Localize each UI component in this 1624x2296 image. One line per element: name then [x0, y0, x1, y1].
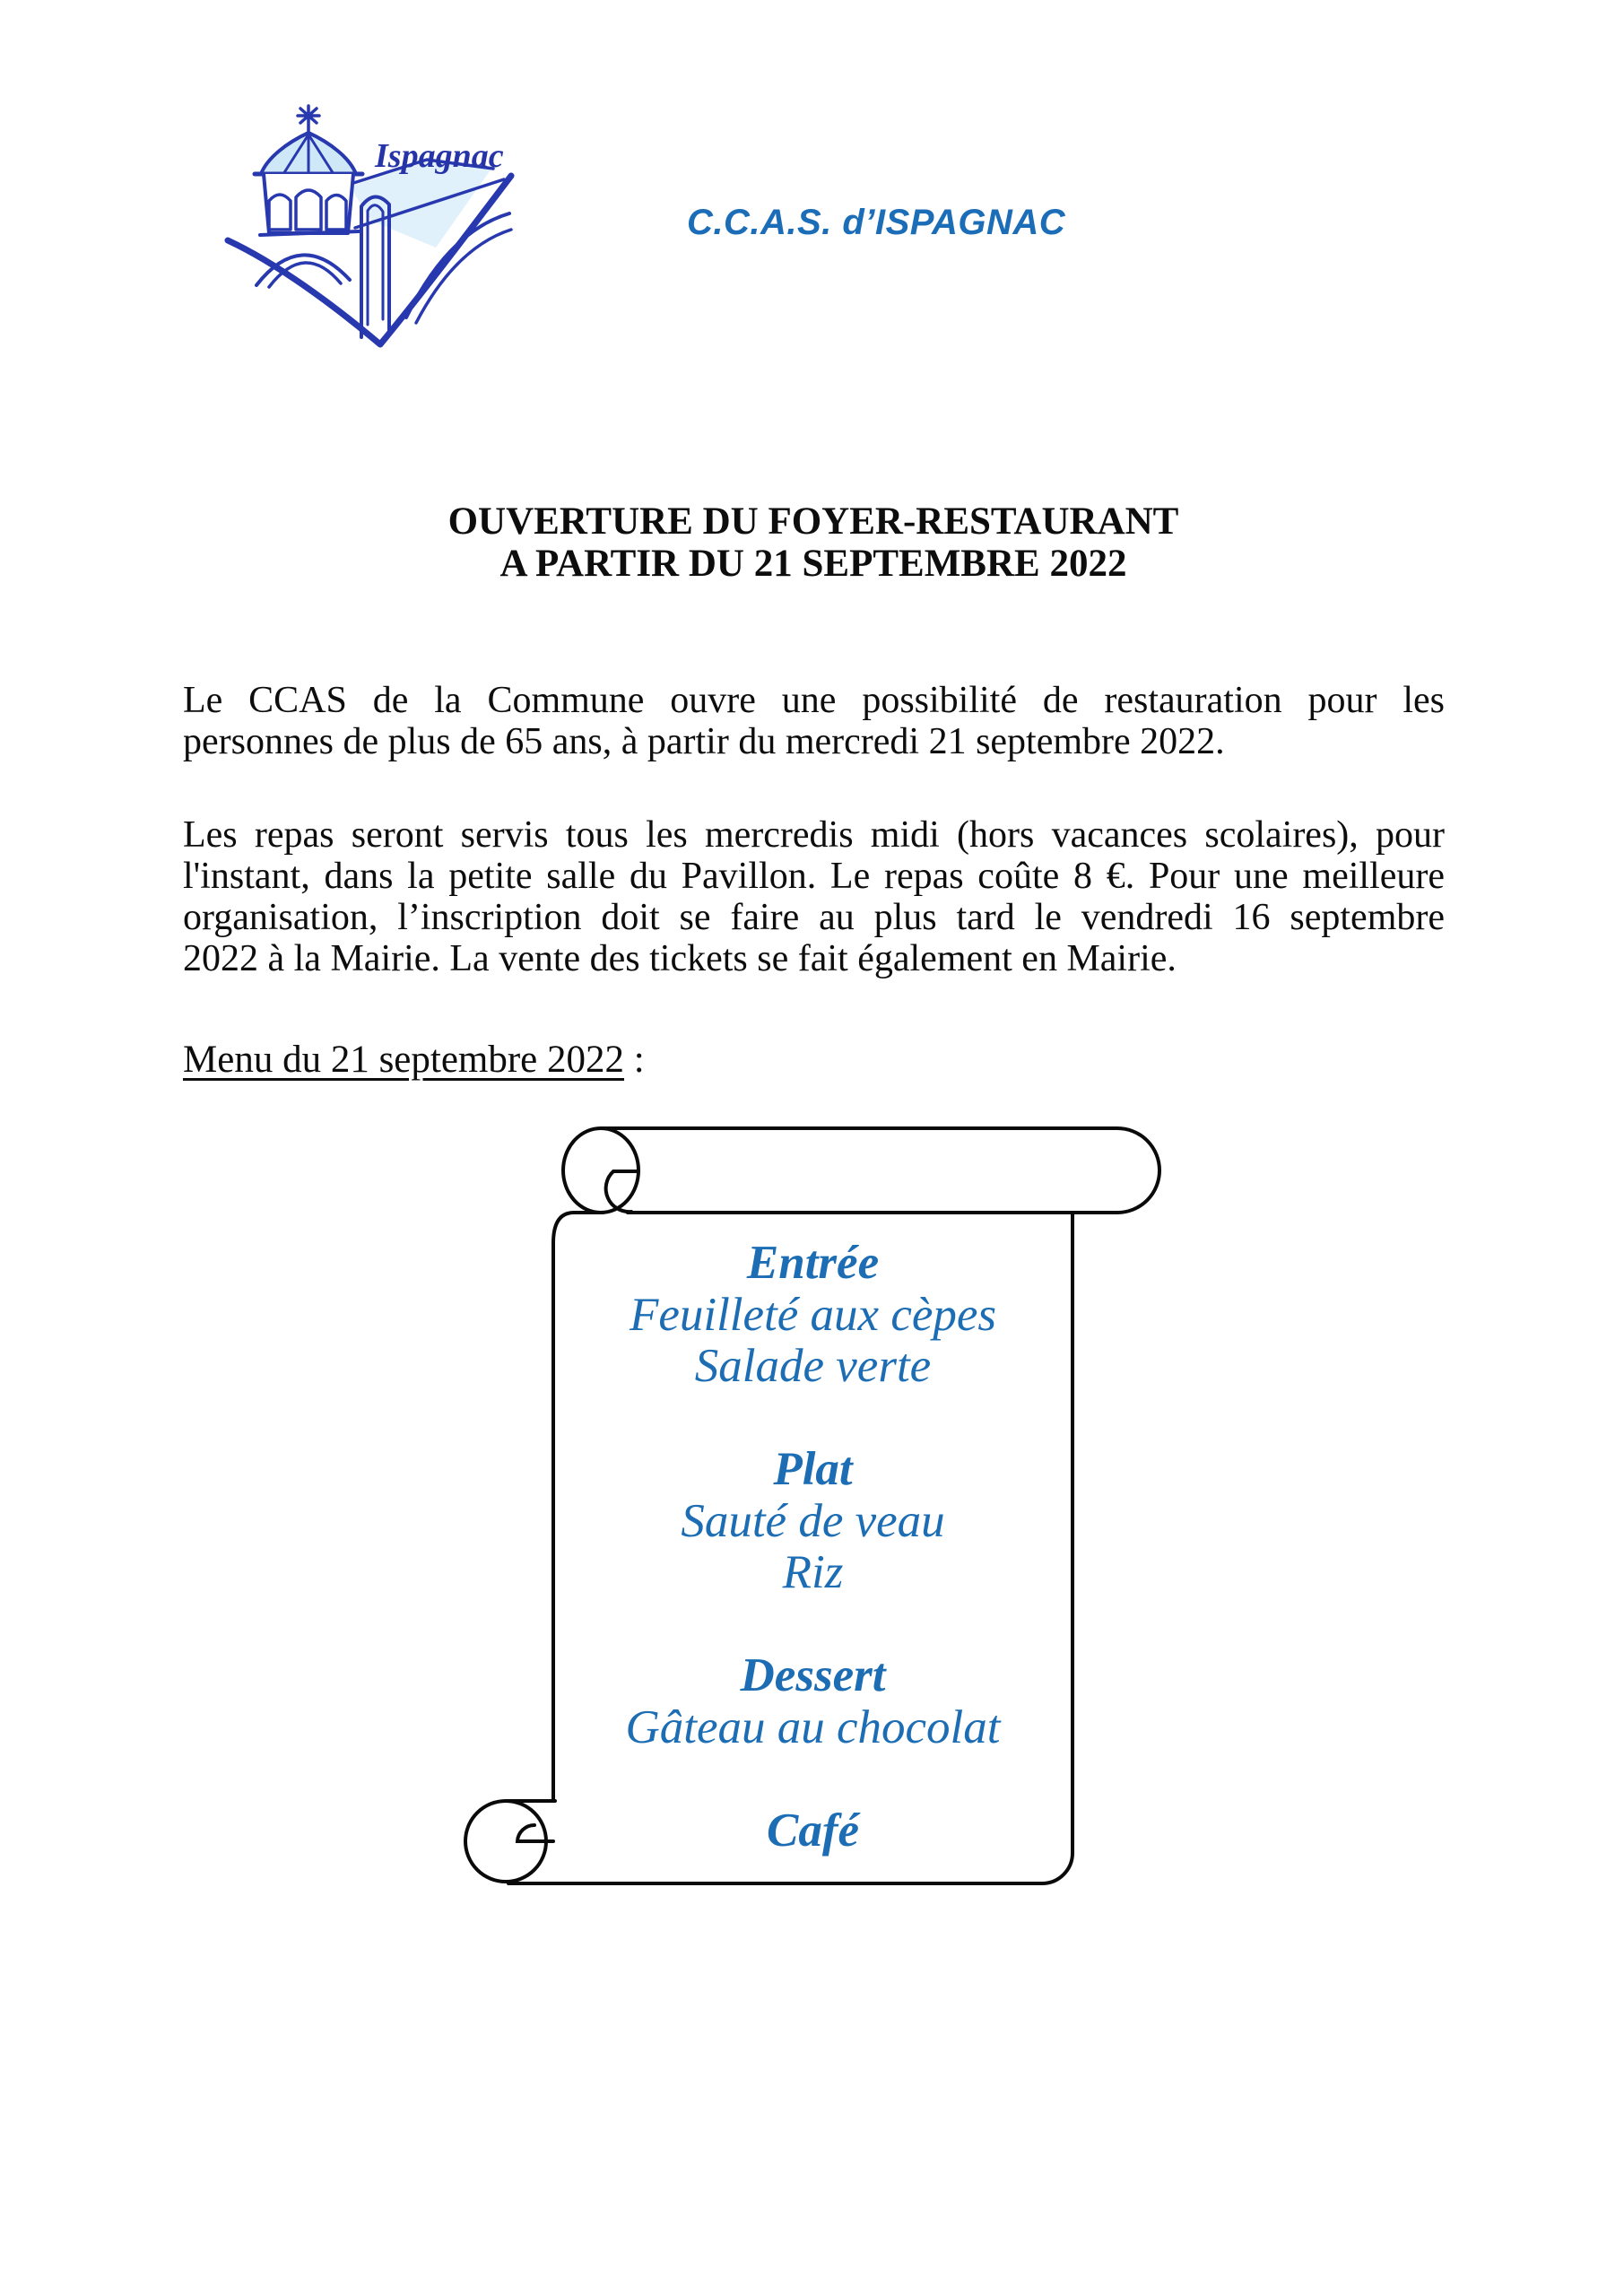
menu-intro-label: Menu du 21 septembre 2022: [183, 1039, 625, 1081]
menu-blank-line: [553, 1393, 1073, 1445]
menu-intro: [183, 1038, 645, 1082]
document-heading: [182, 500, 1445, 585]
menu-line: Salade verte: [694, 1340, 932, 1392]
menu-line: Sauté de veau: [681, 1494, 945, 1547]
logo-wordmark: Ispagnac: [375, 137, 504, 175]
ispagnac-logo: [222, 97, 524, 371]
menu-line: Feuilleté aux cèpes: [629, 1288, 997, 1341]
menu-blank-line: [553, 1599, 1073, 1651]
ispagnac-logo-icon: [222, 97, 524, 371]
paragraph-2-line: 2022 à la Mairie. La vente des tickets se fait également en Mairie.: [183, 938, 1177, 979]
menu-intro-colon: :: [624, 1039, 645, 1081]
menu-line: Gâteau au chocolat: [625, 1700, 1001, 1753]
menu-line: Riz: [782, 1546, 844, 1598]
paragraph-2-line: l'instant, dans la petite salle du Pavillon. Le repas coûte 8 €. Pour une meilleure: [183, 856, 1445, 897]
menu-line: Plat: [773, 1443, 853, 1495]
heading-line-2: A PARTIR DU 21 SEPTEMBRE 2022: [499, 543, 1127, 585]
menu-line: Dessert: [740, 1649, 886, 1701]
menu-line: Entrée: [746, 1237, 880, 1289]
paragraph-1-line: Le CCAS de la Commune ouvre une possibilité de restauration pour les: [183, 680, 1445, 721]
paragraph-2: [183, 814, 1445, 979]
paragraph-1: [183, 680, 1445, 762]
paragraph-1-line: personnes de plus de 65 ans, à partir du mercredi 21 septembre 2022.: [183, 721, 1225, 762]
paragraph-2-line: Les repas seront servis tous les mercredis midi (hors vacances scolaires), pour: [183, 814, 1445, 856]
menu-lines: [553, 1238, 1073, 1857]
menu-blank-line: [553, 1753, 1073, 1805]
org-title: C.C.A.S. d’ISPAGNAC: [687, 203, 1066, 242]
menu-line: Café: [766, 1804, 860, 1857]
heading-line-1: OUVERTURE DU FOYER-RESTAURANT: [447, 500, 1179, 543]
paragraph-2-line: organisation, l’inscription doit se faire au plus tard le vendredi 16 septembre: [183, 897, 1445, 938]
